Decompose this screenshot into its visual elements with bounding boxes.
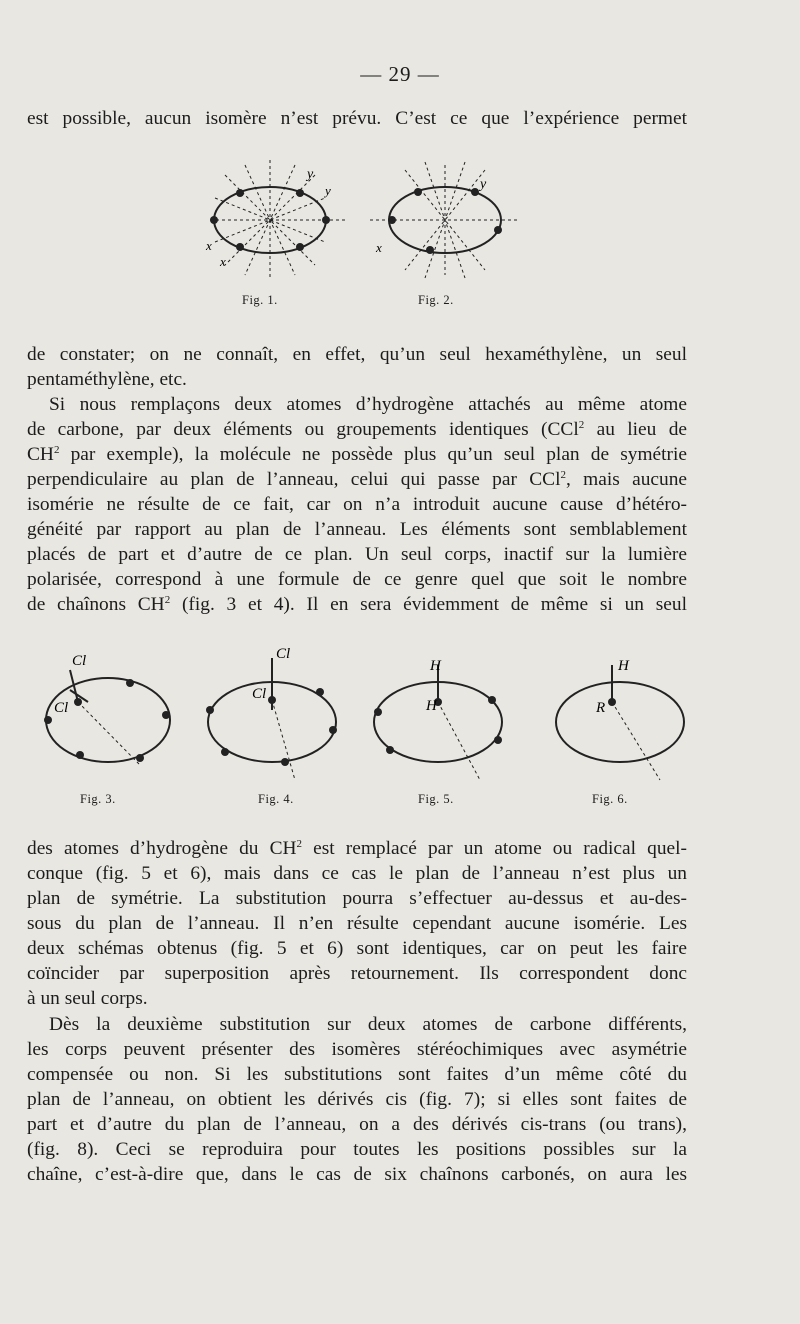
text-line: isomérie ne résulte de ce fait, car on n’a introduit aucune cause d’hétéro- bbox=[27, 494, 687, 515]
text-line: plan de l’anneau, on obtient les dérivés cis (fig. 7); si elles sont faites de bbox=[27, 1089, 687, 1110]
text-line: conque (fig. 5 et 6), mais dans ce cas le plan de l’anneau n’est plus un bbox=[27, 863, 687, 884]
paragraph-top bbox=[27, 106, 687, 131]
label-r: R bbox=[596, 700, 606, 716]
text-line: part et d’autre du plan de l’anneau, on a des dérivés cis-trans (ou trans), bbox=[27, 1114, 687, 1135]
label-x: x bbox=[206, 238, 212, 253]
fig1-caption: Fig. 1. bbox=[242, 293, 278, 307]
text-line: polarisée, correspond à une formule de ce genre quel que soit le nombre bbox=[27, 569, 687, 590]
fig4-atoms bbox=[206, 688, 337, 766]
text-line: de carbone, par deux éléments ou groupements identiques (CCl$^2$ au lieu de bbox=[27, 419, 687, 440]
label-cl: Cl bbox=[54, 700, 69, 716]
text-line: chaîne, c’est-à-dire que, dans le cas de six chaînons carbonés, on aura les bbox=[27, 1164, 687, 1185]
text-line: sous du plan de l’anneau. Il n’en résulte cependant aucune isomérie. Les bbox=[27, 913, 687, 934]
label-x: x bbox=[376, 240, 382, 255]
fig6-diagram bbox=[556, 665, 684, 780]
paragraph-bottom-2 bbox=[27, 1012, 687, 1187]
label-h: H bbox=[618, 658, 629, 674]
fig3-caption: Fig. 3. bbox=[80, 792, 116, 806]
text-line: (fig. 8). Ceci se reproduira pour toutes les positions possibles sur la bbox=[27, 1139, 687, 1160]
paragraph-bottom-1 bbox=[27, 836, 687, 1011]
text-line: généité par rapport au plan de l’anneau. Les éléments sont semblablement bbox=[27, 519, 687, 540]
label-x: x bbox=[220, 254, 226, 269]
fig3-diagram bbox=[46, 670, 170, 765]
figures-3-6 bbox=[30, 640, 710, 815]
text-line: perpendiculaire au plan de l’anneau, celui qui passe par CCl$^2$, mais aucune bbox=[27, 469, 687, 490]
paragraph-middle bbox=[27, 342, 687, 617]
fig6-caption: Fig. 6. bbox=[592, 792, 628, 806]
text-line: de constater; on ne connaît, en effet, qu’un seul hexaméthylène, un seul bbox=[27, 344, 687, 365]
fig5-diagram bbox=[374, 665, 502, 780]
label-y: y bbox=[480, 177, 487, 192]
text-line: Dès la deuxième substitution sur deux atomes de carbone différents, bbox=[49, 1014, 687, 1035]
fig4-diagram bbox=[208, 658, 336, 780]
text-line: placés de part et d’autre de ce plan. Un seul corps, inactif sur la lumière bbox=[27, 544, 687, 565]
text-line: de chaînons $CH^2$ (fig. 3 et 4). Il en sera évidemment de même si un seul bbox=[27, 594, 687, 615]
fig6-atoms bbox=[608, 698, 616, 706]
label-cl: Cl bbox=[72, 653, 87, 669]
label-cl: Cl bbox=[252, 686, 267, 702]
text-line: Si nous remplaçons deux atomes d’hydrogène attachés au même atome bbox=[49, 394, 687, 415]
text-line: plan de symétrie. La substitution pourra s’effectuer au-dessus et au-des- bbox=[27, 888, 687, 909]
label-y: y bbox=[307, 167, 314, 182]
text-line: $CH^2$ par exemple), la molécule ne possède plus qu’un seul plan de symétrie bbox=[27, 444, 687, 465]
text-line: des atomes d’hydrogène du $CH^2$ est remplacé par un atome ou radical quel- bbox=[27, 838, 687, 859]
label-h: H bbox=[430, 658, 441, 674]
figures-1-2 bbox=[190, 140, 550, 320]
fig2-caption: Fig. 2. bbox=[418, 293, 454, 307]
text-line: deux schémas obtenus (fig. 5 et 6) sont identiques, car on peut les faire bbox=[27, 938, 687, 959]
label-cl: Cl bbox=[276, 646, 291, 662]
text-line: les corps peuvent présenter des isomères stéréochimiques avec asymétrie bbox=[27, 1039, 687, 1060]
text-line: compensée ou non. Si les substitutions sont faites d’un même côté du bbox=[27, 1064, 687, 1085]
text-line: coïncider par superposition après retournement. Ils correspondent donc bbox=[27, 963, 687, 984]
page-number: — 29 — bbox=[360, 62, 440, 86]
label-y: y bbox=[325, 183, 331, 198]
label-h: H bbox=[426, 698, 437, 714]
fig4-caption: Fig. 4. bbox=[258, 792, 294, 806]
ring-diagrams-bottom bbox=[30, 640, 710, 815]
fig5-atoms bbox=[374, 696, 502, 754]
fig5-caption: Fig. 5. bbox=[418, 792, 454, 806]
text-line: à un seul corps. bbox=[27, 988, 148, 1009]
text-line: est possible, aucun isomère n’est prévu. C’est ce que l’expérience permet bbox=[27, 108, 687, 129]
text-line: pentaméthylène, etc. bbox=[27, 369, 187, 390]
